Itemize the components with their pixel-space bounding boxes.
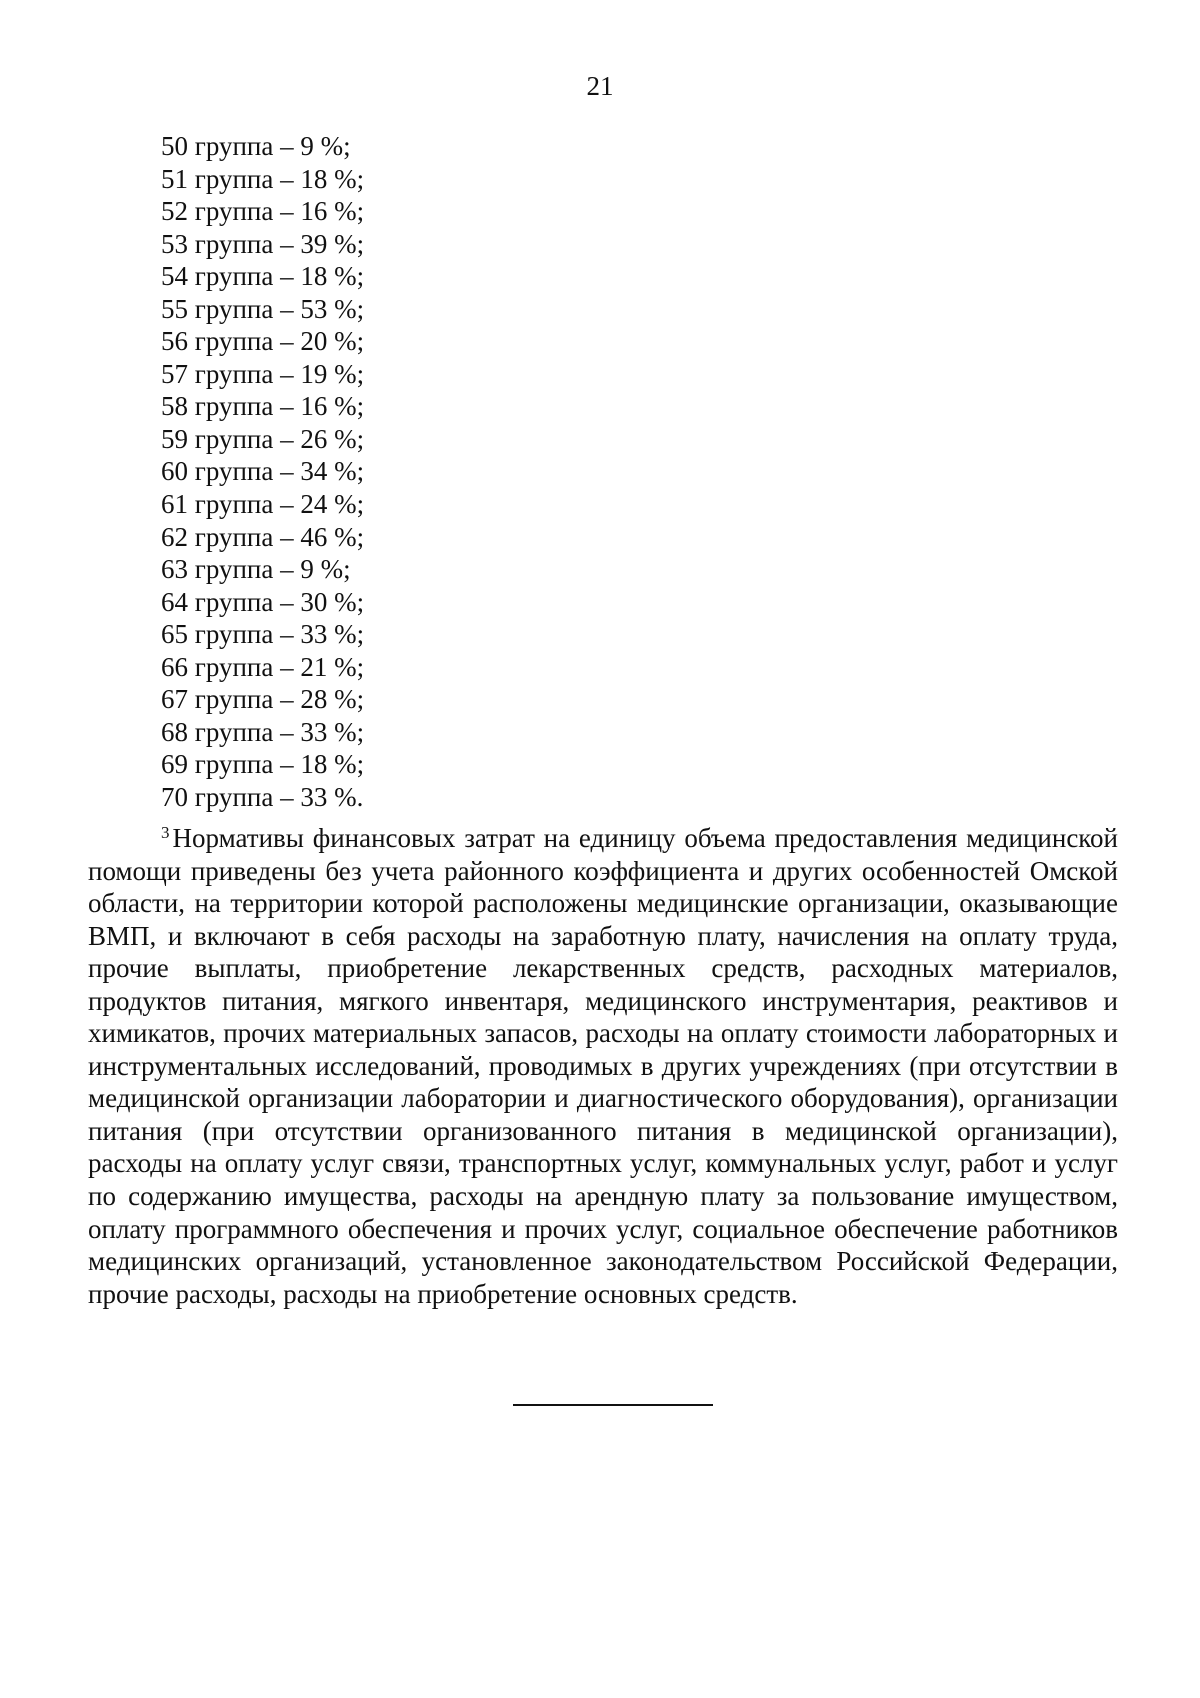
list-item: 59 группа – 26 %;	[161, 423, 365, 454]
list-item: 60 группа – 34 %;	[161, 456, 365, 487]
group-percentage-list	[161, 130, 364, 813]
list-item: 62 группа – 46 %;	[161, 521, 365, 552]
list-item: 55 группа – 53 %;	[161, 293, 365, 324]
list-item: 70 группа – 33 %.	[161, 781, 364, 812]
list-item: 64 группа – 30 %;	[161, 586, 365, 617]
list-item: 56 группа – 20 %;	[161, 326, 365, 357]
footnote-paragraph	[88, 822, 1118, 1310]
list-item: 69 группа – 18 %;	[161, 749, 365, 780]
list-item: 61 группа – 24 %;	[161, 489, 365, 520]
list-item: 53 группа – 39 %;	[161, 228, 365, 259]
list-item: 51 группа – 18 %;	[161, 163, 365, 194]
list-item: 50 группа – 9 %;	[161, 131, 351, 161]
list-item: 63 группа – 9 %;	[161, 554, 351, 585]
list-item: 65 группа – 33 %;	[161, 619, 365, 650]
list-item: 54 группа – 18 %;	[161, 261, 365, 292]
list-item: 52 группа – 16 %;	[161, 196, 365, 227]
list-item: 68 группа – 33 %;	[161, 716, 365, 747]
list-item: 66 группа – 21 %;	[161, 651, 365, 682]
footnote-text: Нормативы финансовых затрат на единицу объема предоставления медицинской помощи приведены без учета районного коэффициента и других особенностей Омской области, на территории которой расположены медицинские организации, оказывающие ВМП, и включают в себя расходы на заработную плату, начисления на оплату труда, прочие выплаты, приобретение лекарственных средств, расходных материалов, продуктов питания, мягкого инвентаря, медицинского инструментария, реактивов и химикатов, прочих материальных запасов, расходы на оплату стоимости лабораторных и инструментальных исследований, проводимых в других учреждениях (при отсутствии в медицинской организации лаборатории и диагностического оборудования), организации питания (при отсутствии организованного питания в медицинской организации), расходы на оплату услуг связи, транспортных услуг, коммунальных услуг, работ и услуг по содержанию имущества, расходы на арендную плату за пользование имуществом, оплату программного обеспечения и прочих услуг, социальное обеспечение работников медицинских организаций, установленное законодательством Российской Федерации, прочие расходы, расходы на приобретение основных средств.	[88, 823, 1118, 1309]
footnote-marker: 3	[161, 823, 170, 842]
page-number: 21	[586, 71, 614, 101]
list-item: 57 группа – 19 %;	[161, 358, 365, 389]
end-divider	[513, 1404, 713, 1406]
list-item: 58 группа – 16 %;	[161, 391, 365, 422]
list-item: 67 группа – 28 %;	[161, 684, 365, 715]
